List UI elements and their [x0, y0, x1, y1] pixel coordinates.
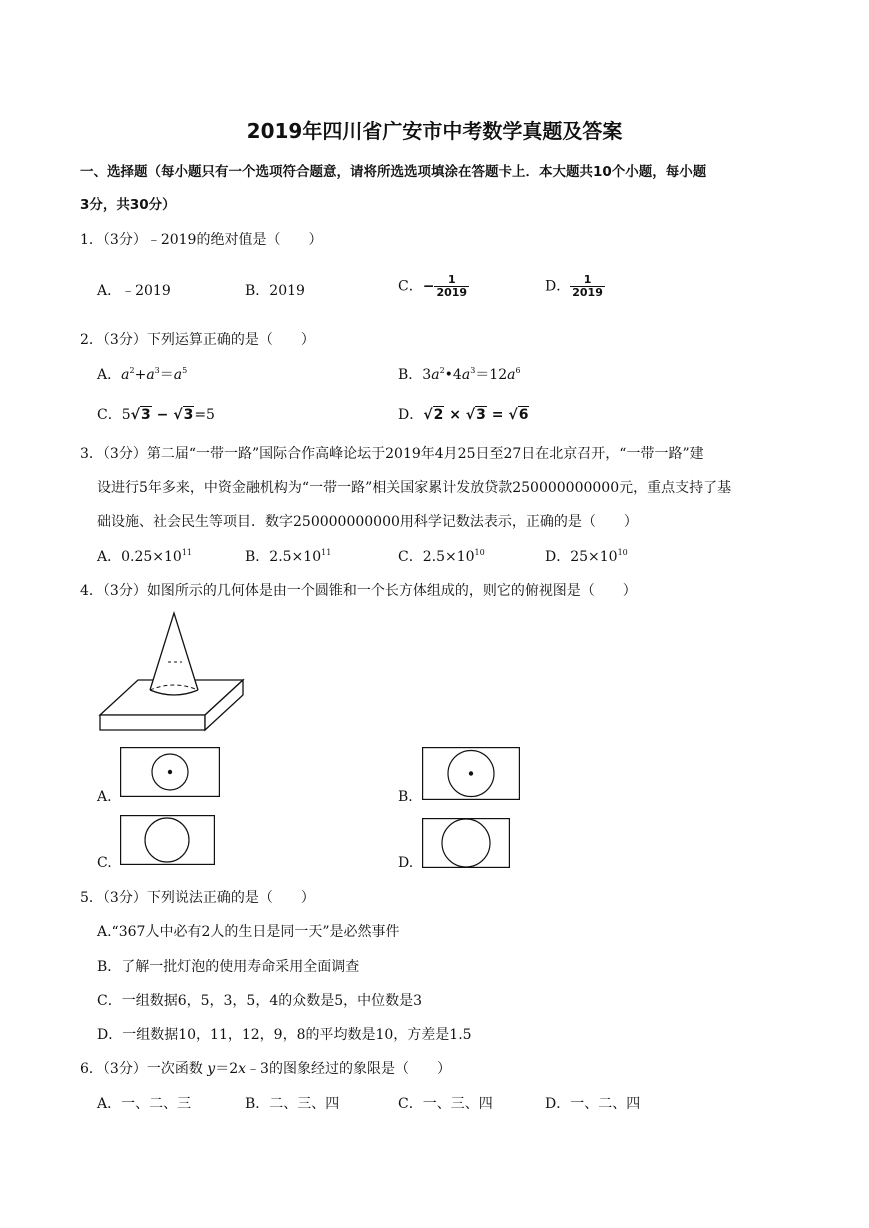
q4-stem: 4．（3分）如图所示的几何体是由一个圆锥和一个长方体组成的，则它的俯视图是（ ） [80, 583, 637, 599]
q1-option-d: D． $\frac{1}{2019}$ [545, 273, 603, 299]
q4-option-b: B. [398, 789, 413, 805]
q6-option-d: D．一、二、四 [545, 1096, 641, 1112]
q6-option-c: C．一、三、四 [398, 1096, 493, 1112]
q6-stem: 6．（3分）一次函数 y＝2x﹣3的图象经过的象限是（ ） [80, 1061, 451, 1077]
q3-option-c: C．$2.5\times 10^{10}$ [398, 548, 485, 565]
q3-stem-line3: 础设施、社会民生等项目．数字250000000000用科学记数法表示，正确的是（ ） [97, 514, 638, 530]
q4-option-c: C. [97, 855, 112, 871]
q5-stem: 5．（3分）下列说法正确的是（ ） [80, 890, 315, 906]
q4-option-d: D. [398, 855, 414, 871]
q2-option-c: C．5√3 − √3=5 [97, 407, 215, 423]
q1-option-b: B．2019 [245, 283, 305, 299]
q4-option-a-figure [120, 747, 220, 797]
q1-option-c: C．− $\frac{1}{2019}$ [398, 273, 468, 299]
q4-option-c-figure [120, 815, 215, 865]
cone-prism-figure [95, 610, 250, 735]
q5-option-c: C．一组数据6，5，3，5，4的众数是5，中位数是3 [97, 993, 423, 1009]
q3-option-b: B．$2.5\times 10^{11}$ [245, 548, 332, 565]
q4-option-d-figure [422, 818, 510, 868]
q1-stem: 1．（3分）﹣2019的绝对值是（ ） [80, 232, 323, 248]
q3-stem-line1: 3．（3分）第二届“一带一路”国际合作高峰论坛于2019年4月25日至27日在北京召开，“一带一路”建 [80, 446, 704, 462]
q3-stem-line2: 设进行5年多来，中资金融机构为“一带一路”相关国家累计发放贷款250000000000元，重点支持了基 [97, 480, 732, 496]
q6-option-b: B．二、三、四 [245, 1096, 340, 1112]
q2-option-b: B．$3a^2•4a^3=12a^6$ [398, 366, 521, 383]
q2-option-a: A．$a^2+a^3=a^5$ [97, 366, 188, 383]
q3-option-d: D．$25\times 10^{10}$ [545, 548, 628, 565]
q6-option-a: A．一、二、三 [97, 1096, 192, 1112]
q5-option-b: B．了解一批灯泡的使用寿命采用全面调查 [97, 959, 360, 975]
q4-option-b-figure [422, 747, 520, 800]
q4-option-a: A. [97, 789, 112, 805]
page-title: 2019年四川省广安市中考数学真题及答案 [246, 119, 623, 143]
section-heading: 一、选择题（每小题只有一个选项符合题意，请将所选选项填涂在答题卡上．本大题共10个小题，每小题 [80, 164, 707, 180]
q2-option-d: D．√2 × √3 = √6 [398, 407, 529, 423]
q3-option-a: A．$0.25\times 10^{11}$ [97, 548, 193, 565]
section-heading-cont: 3分，共30分） [80, 197, 176, 213]
q1-option-a: A．﹣2019 [97, 283, 171, 299]
q5-option-d: D．一组数据10，11，12，9，8的平均数是10，方差是1.5 [97, 1027, 472, 1043]
q2-stem: 2．（3分）下列运算正确的是（ ） [80, 332, 315, 348]
q5-option-a: A.“367人中必有2人的生日是同一天”是必然事件 [97, 924, 400, 940]
